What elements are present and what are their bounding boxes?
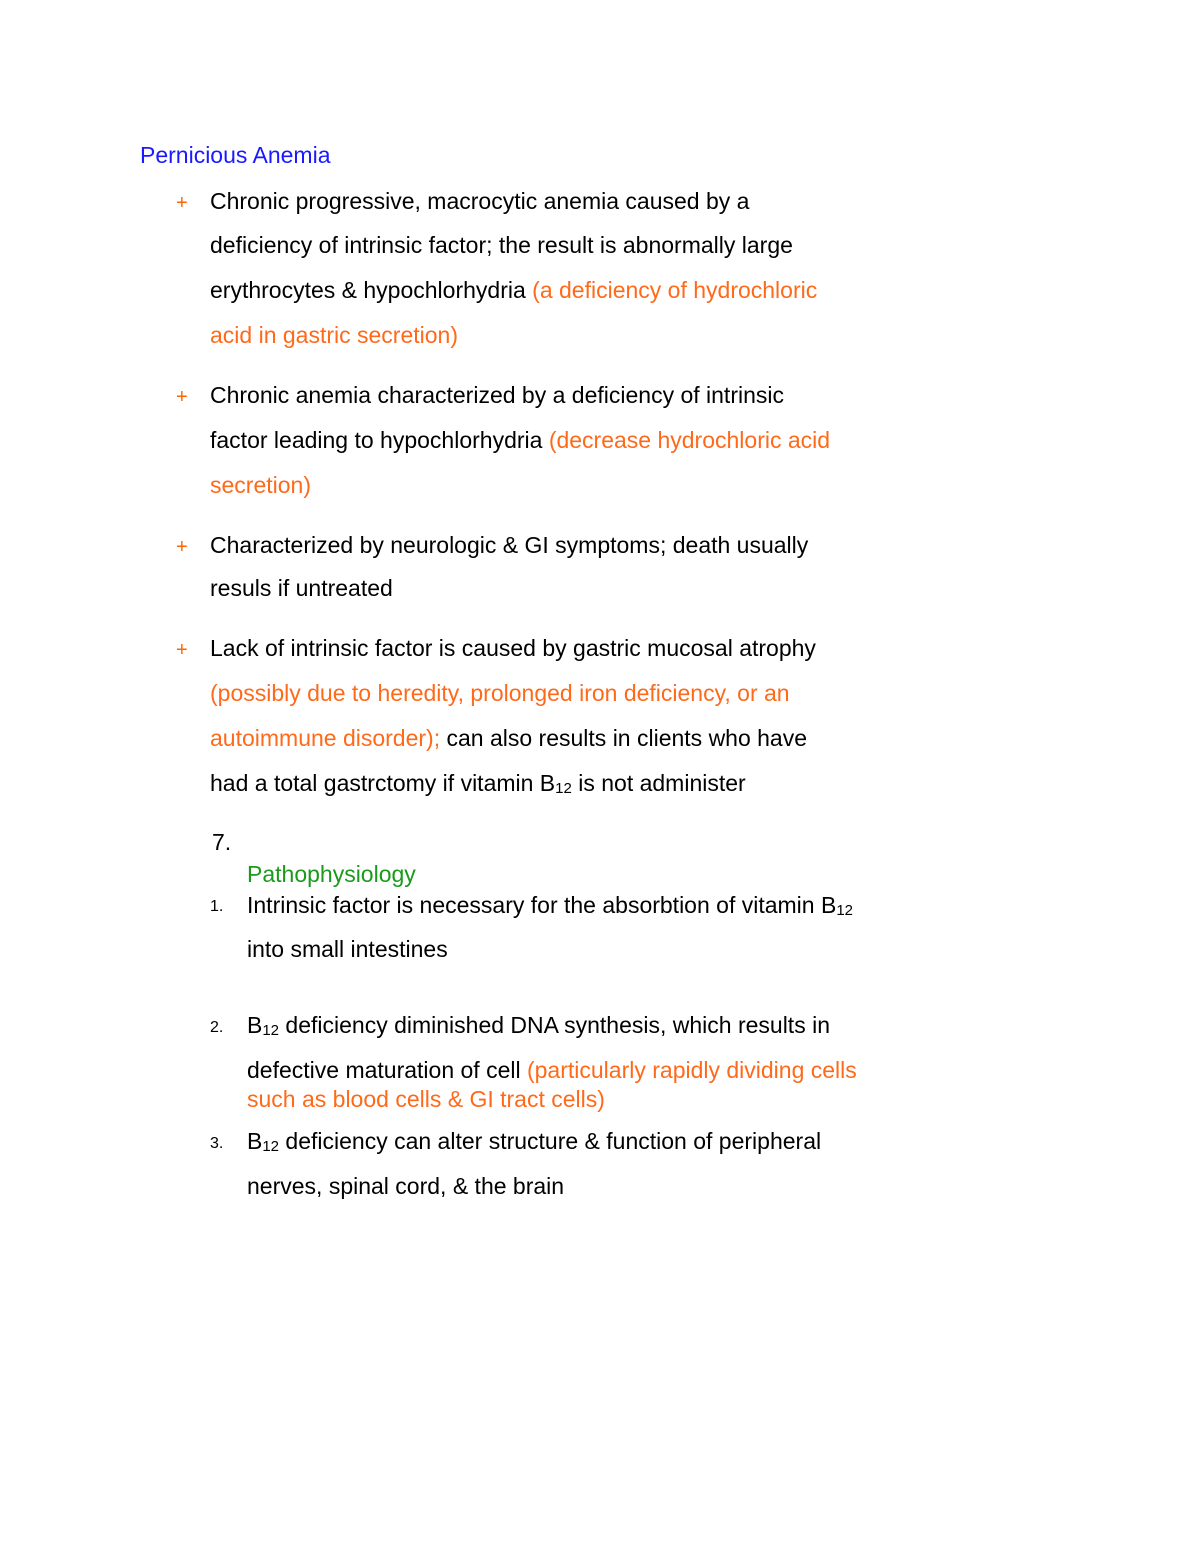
bullet-4-line-3: autoimmune disorder); can also results in clients who have xyxy=(210,725,808,751)
numbered-2-line-2: defective maturation of cell (particularly rapidly dividing cells xyxy=(247,1057,857,1083)
bullet-4-line-2: (possibly due to heredity, prolonged iron deficiency, or an xyxy=(210,680,790,706)
bullet-1-line-3: erythrocytes & hypochlorhydria (a deficiency of hydrochloric xyxy=(210,277,818,303)
numbered-1-line-1: Intrinsic factor is necessary for the absorbtion of vitamin $B_{12}$ xyxy=(247,892,853,919)
page-title: Pernicious Anemia xyxy=(140,142,331,168)
section-number: 7. xyxy=(212,829,232,855)
bullet-3-line-1: Characterized by neurologic & GI symptoms; death usually xyxy=(210,532,809,558)
numbered-3-line-2: nerves, spinal cord, & the brain xyxy=(247,1173,565,1199)
numbered-3-line-1: $B_{12}$ deficiency can alter structure & function of peripheral xyxy=(247,1128,822,1155)
bullet-3-line-2: resuls if untreated xyxy=(210,575,393,601)
bullet-2-line-3: secretion) xyxy=(210,472,311,498)
bullet-plus-icon: + xyxy=(176,536,188,558)
section-title: Pathophysiology xyxy=(247,861,416,887)
bullet-2-line-2: factor leading to hypochlorhydria (decrease hydrochloric acid xyxy=(210,427,831,453)
bullet-4-line-1: Lack of intrinsic factor is caused by gastric mucosal atrophy xyxy=(210,635,816,661)
bullet-4-line-4: had a total gastrctomy if vitamin $B_{12}$ is not administer xyxy=(210,770,746,797)
numbered-2-line-3: such as blood cells & GI tract cells) xyxy=(247,1086,605,1112)
numbered-2-line-1: $B_{12}$ deficiency diminished DNA synthesis, which results in xyxy=(247,1012,830,1039)
bullet-plus-icon: + xyxy=(176,192,188,214)
bullet-1-line-4: acid in gastric secretion) xyxy=(210,322,458,348)
bullet-1-line-2: deficiency of intrinsic factor; the result is abnormally large xyxy=(210,232,793,258)
numbered-1-line-2: into small intestines xyxy=(247,936,448,962)
bullet-2-line-1: Chronic anemia characterized by a deficiency of intrinsic xyxy=(210,382,784,408)
bullet-plus-icon: + xyxy=(176,386,188,408)
list-marker: 1. xyxy=(210,898,224,915)
list-marker: 3. xyxy=(210,1135,224,1152)
bullet-1-line-1: Chronic progressive, macrocytic anemia caused by a xyxy=(210,188,750,214)
bullet-plus-icon: + xyxy=(176,639,188,661)
list-marker: 2. xyxy=(210,1019,224,1036)
